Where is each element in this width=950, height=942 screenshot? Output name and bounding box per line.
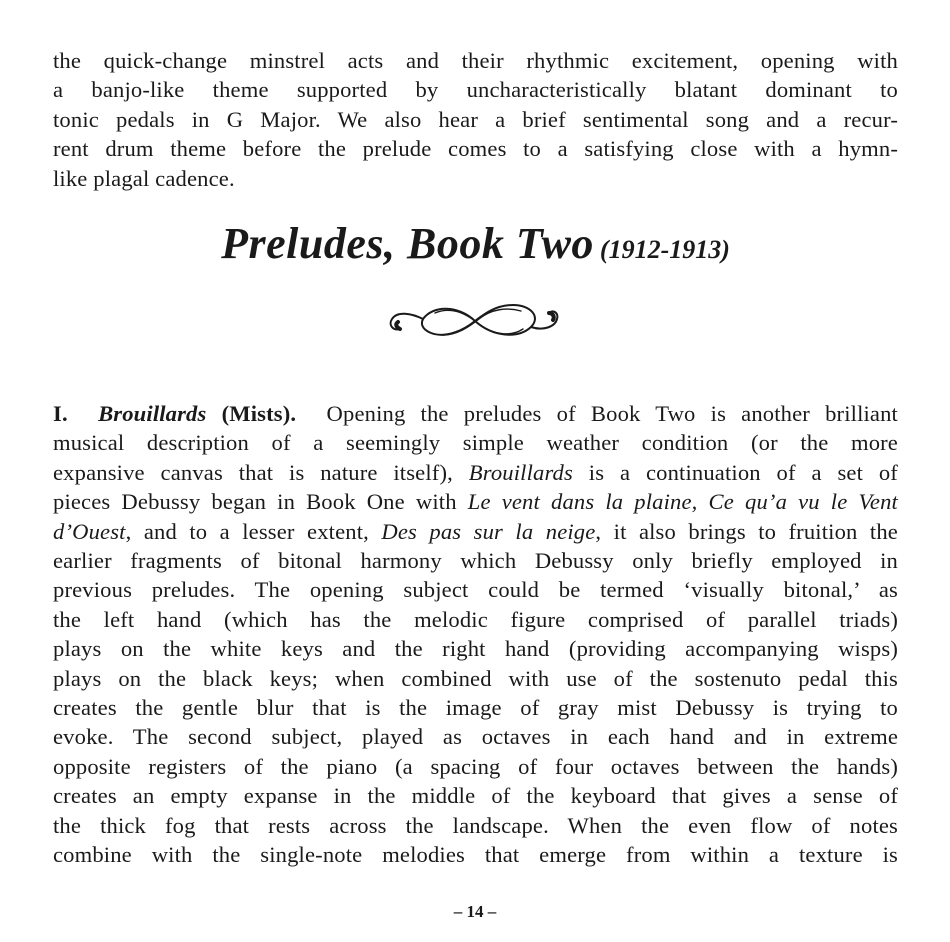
text-line xyxy=(53,399,898,428)
text-line: earlier fragments of bitonal harmony which Debussy only briefly employed in xyxy=(53,548,898,574)
work-title: Le vent dans la plaine, Ce qu’a vu le Vent xyxy=(467,489,898,515)
work-title: Brouillards xyxy=(468,459,573,485)
text-line: evoke. The second subject, played as octaves in each hand and in extreme xyxy=(53,724,898,750)
text-line: combine with the single-note melodies that emerge from within a texture is xyxy=(53,842,898,868)
heading-title: Preludes, Book Two xyxy=(221,219,594,268)
brouillards-paragraph xyxy=(53,399,898,870)
work-title: Des pas sur la neige xyxy=(381,518,596,544)
text-fragment: , it also brings to fruition the xyxy=(595,518,898,544)
text-line: rent drum theme before the prelude comes to a satisfying close with a hymn- xyxy=(53,136,898,162)
text-fragment: , and to a lesser extent, xyxy=(125,518,369,544)
text-line: creates an empty expanse in the middle of the keyboard that gives a sense of xyxy=(53,783,898,809)
heading-years: (1912-1913) xyxy=(599,235,730,264)
prelude-number: I. xyxy=(53,401,68,426)
text-line: the left hand (which has the melodic figure comprised of parallel triads) xyxy=(53,606,898,632)
text-line: plays on the white keys and the right hand (providing accompanying wisps) xyxy=(53,636,898,662)
text-line: plays on the black keys; when combined with use of the sostenuto pedal this xyxy=(53,665,898,691)
text-fragment: is a continuation of a set of xyxy=(588,459,898,485)
text-line xyxy=(53,487,898,516)
work-title: d’Ouest xyxy=(53,518,126,544)
page xyxy=(53,46,898,868)
text-line xyxy=(53,458,898,487)
text-line: creates the gentle blur that is the image of gray mist Debussy is trying to xyxy=(53,695,898,721)
page-number: – 14 – xyxy=(453,902,497,921)
text-line: musical description of a seemingly simple weather condition (or the more xyxy=(53,430,898,456)
section-heading xyxy=(53,218,898,269)
text-line: opposite registers of the piano (a spacing of four octaves between the hands) xyxy=(53,753,898,779)
text-line: a banjo-like theme supported by uncharacteristically blatant dominant to xyxy=(53,77,898,103)
prelude-translation: (Mists). xyxy=(221,401,297,426)
text-fragment: Opening the preludes of Book Two is another brilliant xyxy=(326,401,898,426)
text-line xyxy=(53,517,898,546)
prelude-title: Brouillards xyxy=(98,401,207,426)
text-line: like plagal cadence. xyxy=(53,165,235,191)
text-line: the thick fog that rests across the landscape. When the even flow of notes xyxy=(53,812,898,838)
flourish-ornament-icon xyxy=(383,291,568,351)
text-line: tonic pedals in G Major. We also hear a brief sentimental song and a recur- xyxy=(53,106,898,132)
text-fragment: expansive canvas that is nature itself), xyxy=(53,459,453,485)
text-fragment: pieces Debussy began in Book One with xyxy=(53,489,457,515)
text-line: the quick-change minstrel acts and their rhythmic excitement, opening with xyxy=(53,48,898,73)
continuation-paragraph xyxy=(53,46,898,193)
text-line: previous preludes. The opening subject could be termed ‘visually bitonal,’ as xyxy=(53,577,898,603)
